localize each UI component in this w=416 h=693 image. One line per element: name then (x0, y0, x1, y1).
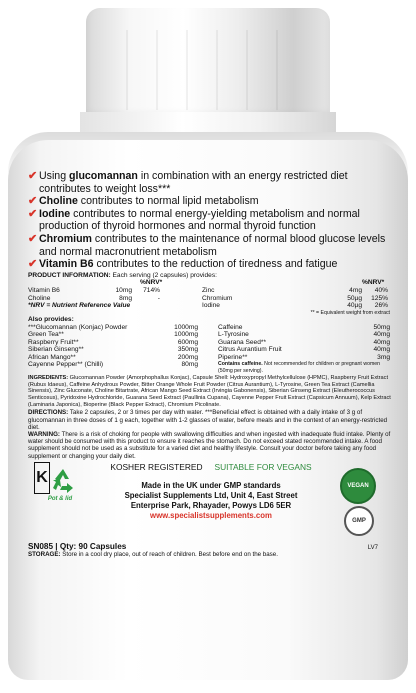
nutrient-row: Choline 8mg - (28, 294, 160, 302)
claim-item: ✔ Iodine contributes to normal energy-yielding metabolism and normal production of thyroid hormones and normal thyroid function (28, 207, 360, 233)
website-link[interactable]: www.specialistsupplements.com (150, 510, 272, 520)
sku-quantity: SN085 | Qty: 90 Capsules (28, 541, 127, 551)
product-label (28, 170, 394, 670)
ingredient-row: L-Tyrosine 40mg (218, 331, 390, 339)
nutrient-row: Vitamin B6 10mg 714% (28, 286, 160, 294)
gmp-statement: Made in the UK under GMP standards (141, 480, 281, 490)
kosher-text: KOSHER REGISTERED (110, 461, 203, 472)
ingredients-text: INGREDIENTS: Glucomannan Powder (Amorphophallus Konjac), Capsule Shell: Hydroxypropyl Methylcellulose (HPMC), Raspberry Fruit Extract (Rubus Idaeus), Caffeine Anhydrous Powder, Bitter Orange Whole Fruit Powder (Citrus Aurantium), L-Tyrosine, Green Tea Extract (Camellia Sinensis), Zinc Gluconate, Choline Bitartrate, African Mango Seed Extract (Irvingia Gabonensis), Siberian Ginseng Extract (Eleutherococcus Senticosus), Pyridoxine Hydrochloride, Guarana Seed Extract (Paullinia Cupana), Cayenne Pepper Fruit Extract (Capsicum Annuum), Kelp Extract (Laminaria Japonica), Bioperine (Black Pepper Extract), Chromium Picolinate. (28, 374, 391, 408)
caffeine-note: Contains caffeine. Not recommended for children or pregnant women (50mg per serving). (218, 361, 381, 374)
ingredient-row: Caffeine 50mg (218, 323, 390, 331)
check-icon: ✔ (28, 207, 38, 220)
product-information (28, 272, 394, 374)
check-icon: ✔ (28, 232, 38, 245)
pot-lid-label: Pot & lid (47, 495, 73, 502)
ingredient-row: Citrus Aurantium Fruit 40mg (218, 346, 390, 354)
certification-block (28, 460, 394, 538)
nrv-header-right: %NRV* (362, 279, 385, 287)
ingredient-row: Piperine** 3mg (218, 353, 390, 361)
nrv-note: *NRV = Nutrient Reference Value (28, 302, 131, 310)
gmp-seal: GMP (344, 506, 374, 536)
ingredient-row: Guarana Seed** 40mg (218, 338, 390, 346)
health-claims (28, 170, 394, 271)
ingredient-row: Cayenne Pepper** (Chilli) 80mg (28, 361, 198, 369)
company-name: Specialist Supplements Ltd, Unit 4, East Street (124, 490, 298, 500)
label-version: LV7 (367, 544, 378, 551)
ingredient-row: Green Tea** 1000mg (28, 331, 198, 339)
claim-item: ✔ Vitamin B6 contributes to the reduction of tiredness and fatigue (28, 258, 338, 271)
extract-note: ** = Equivalent weight from extract (310, 309, 390, 316)
ingredient-row: ***Glucomannan (Konjac) Powder 1000mg (28, 323, 198, 331)
recycle-icon (48, 466, 78, 496)
kosher-logo: K (34, 462, 50, 494)
check-icon: ✔ (28, 170, 38, 182)
ingredient-row: Raspberry Fruit** 600mg (28, 338, 198, 346)
nutrient-row: Iodine 40µg 26% (202, 302, 388, 310)
check-icon: ✔ (28, 195, 38, 208)
also-provides-title: Also provides: (28, 315, 74, 323)
storage-text: STORAGE: Store in a cool dry place, out of reach of children. Best before end on the base. (28, 550, 278, 558)
warning-text: WARNING: There is a risk of choking for people with swallowing difficulties and when ingested with inadequate fluid intake. Plenty of water should be consumed with this product to ensure it reaches the stomach. Do not exceed stated recommended intake. A food supplement should not be used as a substitute for a varied diet and healthy lifestyle. Consult your doctor before taking any food supplement or changing your daily diet. (28, 431, 391, 460)
claim-item: ✔ Chromium contributes to the maintenance of normal blood glucose levels and normal macronutrient metabolism (28, 232, 386, 258)
product-info-subtitle: Each serving (2 capsules) provides: (110, 271, 217, 279)
nutrient-row: Chromium 50µg 125% (202, 294, 388, 302)
ingredient-row: African Mango** 200mg (28, 353, 198, 361)
nrv-header-left: %NRV* (140, 279, 163, 287)
vegan-text: SUITABLE FOR VEGANS (214, 461, 312, 472)
ingredient-row: Siberian Ginseng** 350mg (28, 346, 198, 354)
claim-item: ✔ Using glucomannan in combination with an energy restricted diet contributes to weight loss*** (28, 170, 348, 195)
check-icon: ✔ (28, 258, 38, 271)
bottle-cap (86, 8, 330, 120)
company-address: Enterprise Park, Rhayader, Powys LD6 5ER (130, 500, 292, 510)
nutrient-row: Zinc 4mg 40% (202, 286, 388, 294)
vegan-seal: VEGAN (340, 468, 376, 504)
claim-item: ✔ Choline contributes to normal lipid metabolism (28, 195, 259, 208)
product-info-title: PRODUCT INFORMATION: (28, 271, 111, 279)
directions-text: DIRECTIONS: Take 2 capsules, 2 or 3 times per day with water. ***Beneficial effect is obtained with a daily intake of 3 g of glucomannan in three doses of 1 g each, together with 1-2 glasses of water, before meals and in the context of an energy-restricted diet. (28, 409, 388, 431)
